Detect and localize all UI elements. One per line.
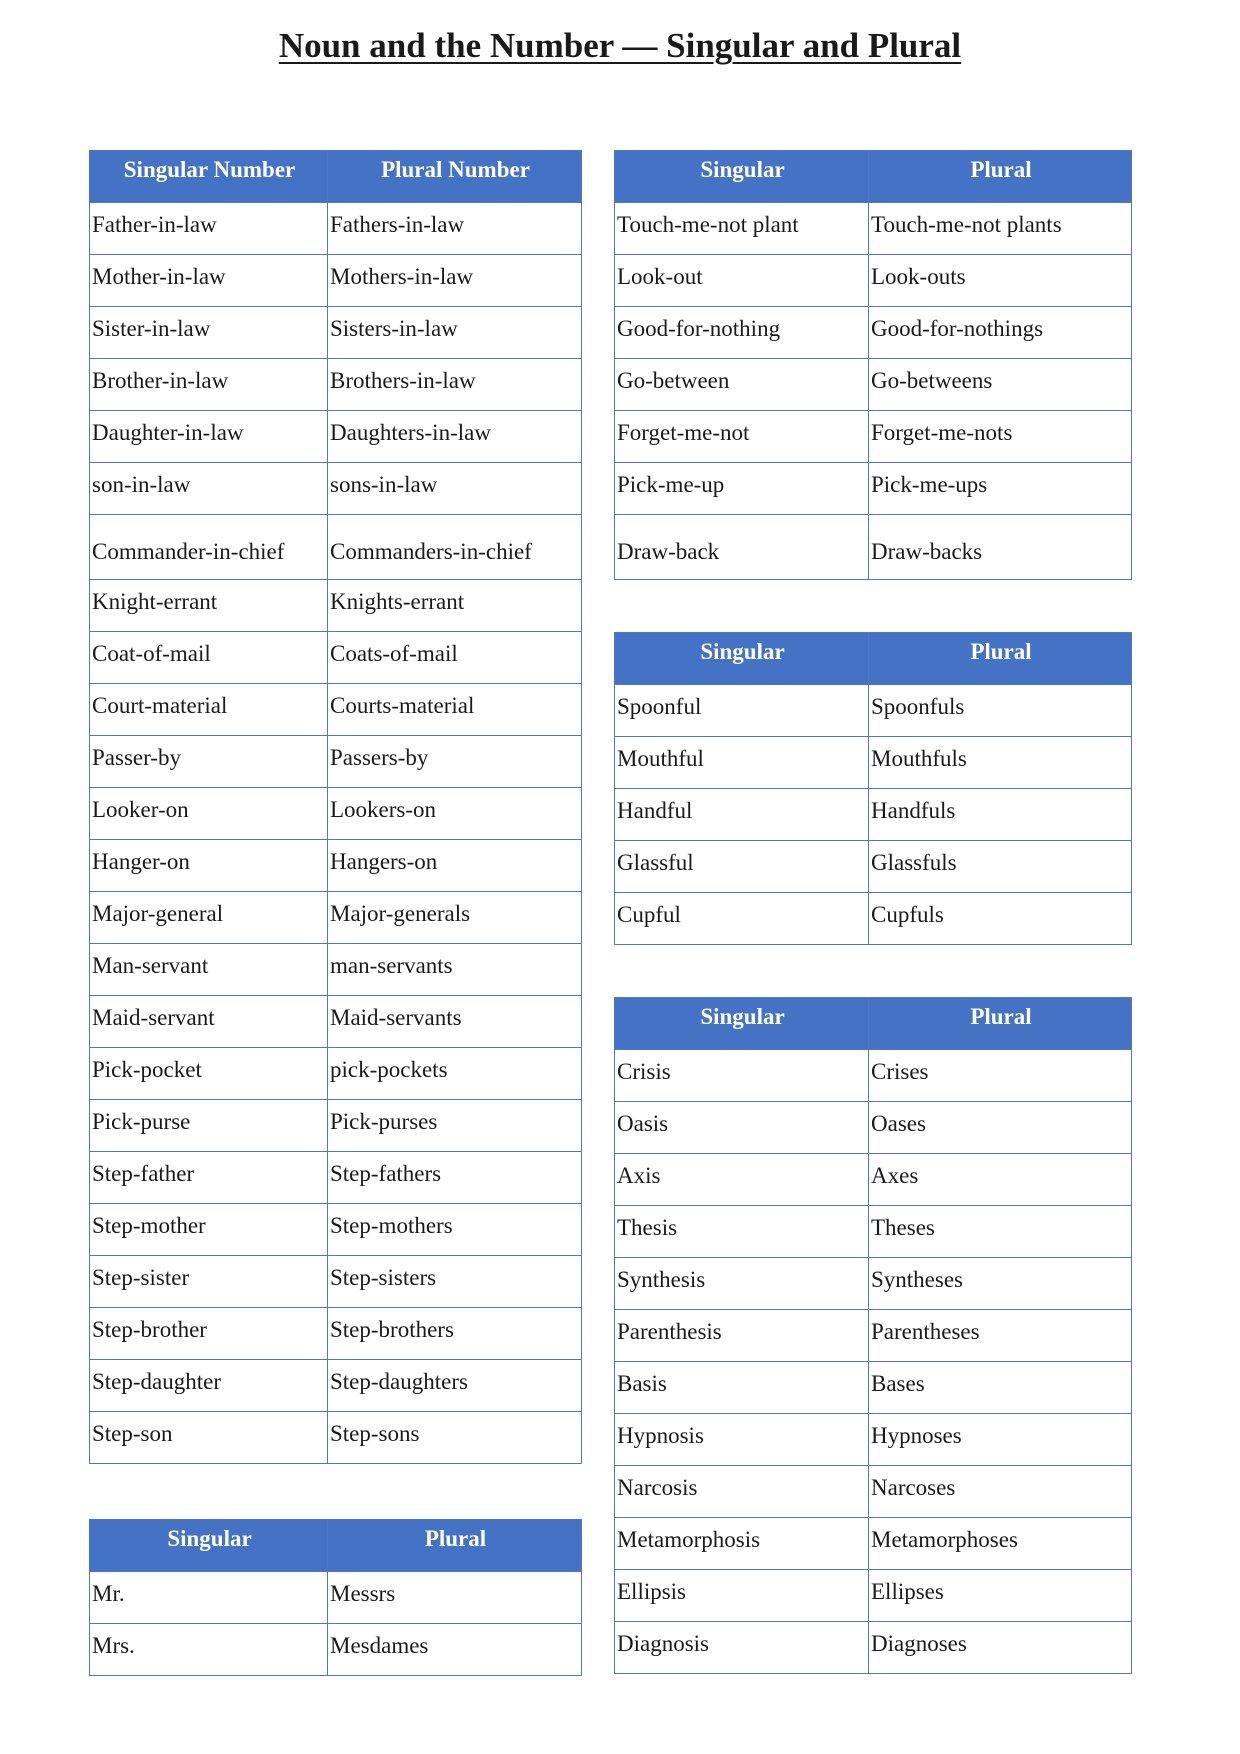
singular-cell: Daughter-in-law (90, 411, 328, 463)
plural-cell: Commanders-in-chief (328, 515, 582, 580)
table-row (90, 307, 582, 359)
singular-cell: Step-son (90, 1412, 328, 1464)
plural-cell: Bases (869, 1362, 1132, 1414)
table-row (90, 255, 582, 307)
table-row (90, 1152, 582, 1204)
plural-cell: Passers-by (328, 736, 582, 788)
table-row (90, 411, 582, 463)
singular-cell: Sister-in-law (90, 307, 328, 359)
plural-cell: Step-sisters (328, 1256, 582, 1308)
plural-column-header: Plural (869, 998, 1132, 1050)
table-row (90, 203, 582, 255)
plural-column-header: Plural Number (328, 151, 582, 203)
plural-cell: Coats-of-mail (328, 632, 582, 684)
singular-cell: Spoonful (615, 685, 869, 737)
compound-nouns-table (89, 150, 582, 1464)
singular-cell: Basis (615, 1362, 869, 1414)
table-row (90, 580, 582, 632)
singular-cell: Court-material (90, 684, 328, 736)
singular-cell: Brother-in-law (90, 359, 328, 411)
plural-cell: Messrs (328, 1572, 582, 1624)
plural-column-header: Plural (869, 633, 1132, 685)
plural-cell: Knights-errant (328, 580, 582, 632)
singular-cell: Step-sister (90, 1256, 328, 1308)
table-header-row (615, 998, 1132, 1050)
table-row (90, 788, 582, 840)
plural-cell: Oases (869, 1102, 1132, 1154)
table-row (615, 1154, 1132, 1206)
singular-cell: Coat-of-mail (90, 632, 328, 684)
singular-cell: Cupful (615, 893, 869, 945)
plural-cell: Look-outs (869, 255, 1132, 307)
table-row (90, 515, 582, 580)
is-to-es-table (614, 997, 1132, 1674)
table-row (615, 789, 1132, 841)
plural-column-header: Plural (869, 151, 1132, 203)
table-row (615, 1206, 1132, 1258)
plural-cell: Major-generals (328, 892, 582, 944)
table-row (90, 1412, 582, 1464)
table-row (90, 892, 582, 944)
table-row (615, 515, 1132, 580)
singular-column-header: Singular (90, 1520, 328, 1572)
plural-cell: sons-in-law (328, 463, 582, 515)
plural-cell: Go-betweens (869, 359, 1132, 411)
table-row (615, 307, 1132, 359)
plural-cell: Lookers-on (328, 788, 582, 840)
table-row (90, 1048, 582, 1100)
titles-table (89, 1519, 582, 1676)
plural-cell: Metamorphoses (869, 1518, 1132, 1570)
table-row (90, 996, 582, 1048)
singular-cell: Ellipsis (615, 1570, 869, 1622)
plural-cell: Draw-backs (869, 515, 1132, 580)
table-row (615, 1518, 1132, 1570)
table-row (615, 1102, 1132, 1154)
singular-column-header: Singular (615, 633, 869, 685)
table-row (615, 1570, 1132, 1622)
singular-cell: Crisis (615, 1050, 869, 1102)
plural-cell: Theses (869, 1206, 1132, 1258)
plural-cell: Mouthfuls (869, 737, 1132, 789)
table-header-row (90, 1520, 582, 1572)
phrase-compounds-table (614, 150, 1132, 580)
singular-cell: Major-general (90, 892, 328, 944)
table-row (615, 1362, 1132, 1414)
plural-cell: Maid-servants (328, 996, 582, 1048)
plural-cell: Mesdames (328, 1624, 582, 1676)
table-row (90, 632, 582, 684)
singular-cell: Glassful (615, 841, 869, 893)
singular-cell: Step-mother (90, 1204, 328, 1256)
table-row (615, 1258, 1132, 1310)
plural-cell: Spoonfuls (869, 685, 1132, 737)
table-row (615, 411, 1132, 463)
table-header-row (90, 151, 582, 203)
table-row (615, 1310, 1132, 1362)
plural-cell: Forget-me-nots (869, 411, 1132, 463)
singular-cell: Mrs. (90, 1624, 328, 1676)
table-row (90, 840, 582, 892)
singular-cell: Hypnosis (615, 1414, 869, 1466)
table-row (615, 737, 1132, 789)
singular-cell: Handful (615, 789, 869, 841)
singular-cell: Touch-me-not plant (615, 203, 869, 255)
plural-cell: Pick-purses (328, 1100, 582, 1152)
table-row (90, 1360, 582, 1412)
singular-cell: Man-servant (90, 944, 328, 996)
singular-cell: Passer-by (90, 736, 328, 788)
plural-column-header: Plural (328, 1520, 582, 1572)
plural-cell: Touch-me-not plants (869, 203, 1132, 255)
singular-cell: Pick-pocket (90, 1048, 328, 1100)
plural-cell: Step-fathers (328, 1152, 582, 1204)
singular-cell: Draw-back (615, 515, 869, 580)
singular-cell: Metamorphosis (615, 1518, 869, 1570)
table-row (90, 463, 582, 515)
table-row (615, 463, 1132, 515)
plural-cell: pick-pockets (328, 1048, 582, 1100)
table-row (615, 685, 1132, 737)
plural-cell: Handfuls (869, 789, 1132, 841)
table-row (90, 1308, 582, 1360)
singular-cell: Hanger-on (90, 840, 328, 892)
plural-cell: Glassfuls (869, 841, 1132, 893)
singular-cell: Go-between (615, 359, 869, 411)
singular-cell: Pick-me-up (615, 463, 869, 515)
singular-column-header: Singular (615, 151, 869, 203)
table-row (90, 1624, 582, 1676)
table-row (615, 1622, 1132, 1674)
table-row (90, 359, 582, 411)
plural-cell: Cupfuls (869, 893, 1132, 945)
singular-cell: Mother-in-law (90, 255, 328, 307)
plural-cell: Ellipses (869, 1570, 1132, 1622)
plural-cell: Step-sons (328, 1412, 582, 1464)
singular-cell: Step-father (90, 1152, 328, 1204)
table-row (90, 944, 582, 996)
table-row (615, 1050, 1132, 1102)
table-row (615, 203, 1132, 255)
singular-cell: Axis (615, 1154, 869, 1206)
singular-cell: Synthesis (615, 1258, 869, 1310)
plural-cell: Mothers-in-law (328, 255, 582, 307)
plural-cell: Fathers-in-law (328, 203, 582, 255)
plural-cell: Hangers-on (328, 840, 582, 892)
singular-cell: Mr. (90, 1572, 328, 1624)
plural-cell: Parentheses (869, 1310, 1132, 1362)
plural-cell: Narcoses (869, 1466, 1132, 1518)
singular-cell: Mouthful (615, 737, 869, 789)
singular-cell: Look-out (615, 255, 869, 307)
table-row (615, 893, 1132, 945)
singular-cell: Good-for-nothing (615, 307, 869, 359)
singular-cell: Step-brother (90, 1308, 328, 1360)
table-row (615, 841, 1132, 893)
singular-cell: Diagnosis (615, 1622, 869, 1674)
singular-cell: Forget-me-not (615, 411, 869, 463)
singular-cell: Looker-on (90, 788, 328, 840)
plural-cell: Courts-material (328, 684, 582, 736)
table-row (90, 1256, 582, 1308)
plural-cell: Good-for-nothings (869, 307, 1132, 359)
ful-nouns-table (614, 632, 1132, 945)
singular-column-header: Singular (615, 998, 869, 1050)
plural-cell: Step-mothers (328, 1204, 582, 1256)
singular-cell: Father-in-law (90, 203, 328, 255)
plural-cell: Step-daughters (328, 1360, 582, 1412)
table-header-row (615, 151, 1132, 203)
plural-cell: Daughters-in-law (328, 411, 582, 463)
table-row (90, 684, 582, 736)
table-row (90, 1572, 582, 1624)
plural-cell: Pick-me-ups (869, 463, 1132, 515)
plural-cell: Hypnoses (869, 1414, 1132, 1466)
plural-cell: man-servants (328, 944, 582, 996)
plural-cell: Brothers-in-law (328, 359, 582, 411)
singular-cell: Knight-errant (90, 580, 328, 632)
table-row (615, 1466, 1132, 1518)
singular-column-header: Singular Number (90, 151, 328, 203)
singular-cell: Step-daughter (90, 1360, 328, 1412)
singular-cell: Parenthesis (615, 1310, 869, 1362)
plural-cell: Crises (869, 1050, 1132, 1102)
page-title: Noun and the Number — Singular and Plural (278, 26, 962, 65)
singular-cell: Commander-in-chief (90, 515, 328, 580)
singular-cell: Narcosis (615, 1466, 869, 1518)
table-header-row (615, 633, 1132, 685)
table-row (615, 255, 1132, 307)
plural-cell: Sisters-in-law (328, 307, 582, 359)
singular-cell: Pick-purse (90, 1100, 328, 1152)
plural-cell: Diagnoses (869, 1622, 1132, 1674)
singular-cell: son-in-law (90, 463, 328, 515)
table-row (90, 1204, 582, 1256)
table-row (615, 1414, 1132, 1466)
singular-cell: Maid-servant (90, 996, 328, 1048)
plural-cell: Syntheses (869, 1258, 1132, 1310)
table-row (615, 359, 1132, 411)
plural-cell: Step-brothers (328, 1308, 582, 1360)
plural-cell: Axes (869, 1154, 1132, 1206)
singular-cell: Thesis (615, 1206, 869, 1258)
singular-cell: Oasis (615, 1102, 869, 1154)
table-row (90, 1100, 582, 1152)
table-row (90, 736, 582, 788)
